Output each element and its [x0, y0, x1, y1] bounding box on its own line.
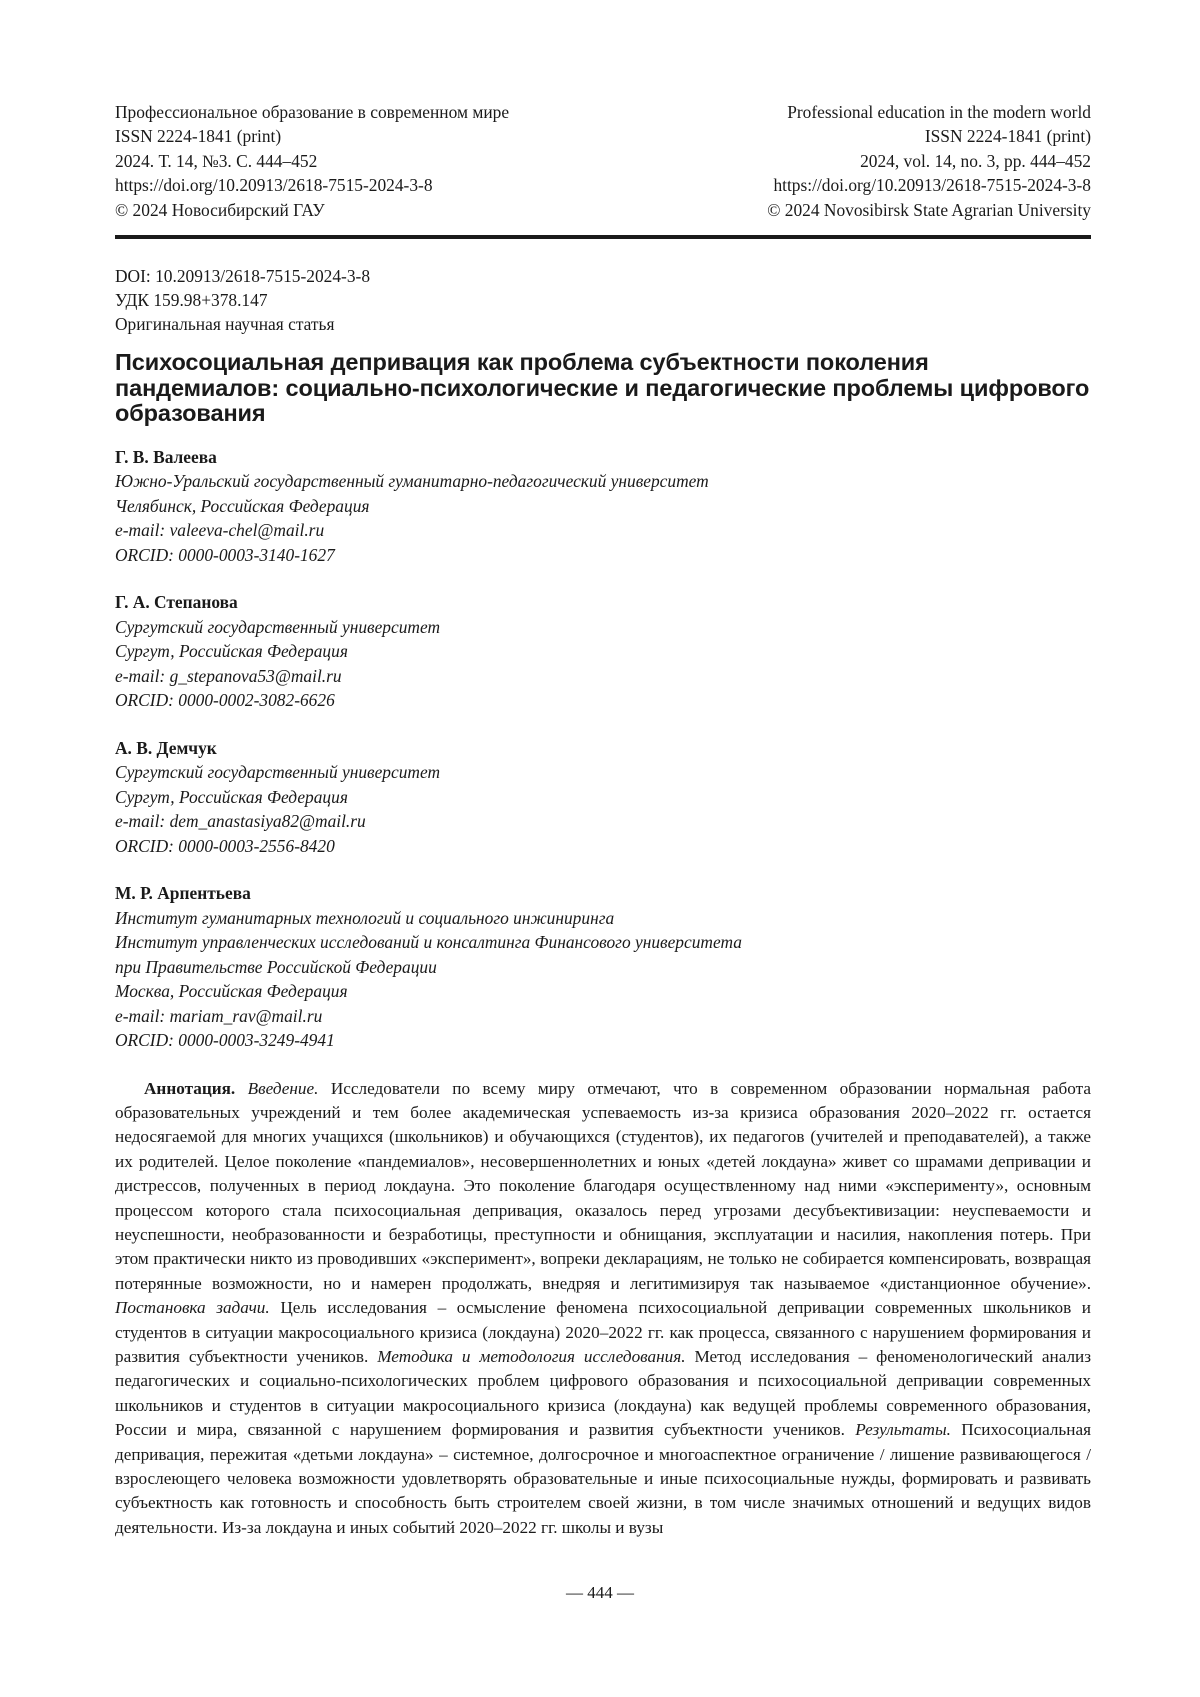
abstract-paragraph: [115, 1077, 1091, 1541]
author-location: Челябинск, Российская Федерация: [115, 494, 1091, 519]
author-name: А. В. Демчук: [115, 736, 1091, 761]
header-divider: [115, 235, 1091, 239]
method-label: Методика и методология исследования.: [377, 1347, 685, 1366]
header-right-en: [767, 100, 1091, 222]
author-block: [115, 445, 1091, 568]
author-location: Сургут, Российская Федерация: [115, 639, 1091, 664]
author-name: М. Р. Арпентьева: [115, 881, 1091, 906]
intro-text: Исследователи по всему миру отмечают, что в современном образовании нормальная работа образовательных учреждений и тем более академическая успеваемость из-за кризиса образования 2020–2022 гг. остается недосягаемой для многих учащихся (школьников) и обучающихся (студентов), их педагогов (учителей и преподавателей), а также их родителей. Целое поколение «пандемиалов», несовершеннолетних и юных «детей локдауна» живет со шрамами депривации и дистрессов, полученных в период локдауна. Это поколение благодаря осуществленному над ними «эксперименту», основным процессом которого стала психосоциальная депривация, оказалось перед угрозами десубъективизации: неуспеваемости и неуспешности, необразованности и безработицы, преступности и обнищания, эксплуатации и насилия, накопления потерь. При этом практически никто из проводивших «эксперимент», вопреки декларациям, не только не собирается компенсировать, возвращая потерянные возможности, но и намерен продолжать, внедряя и легитимизируя так называемое «дистанционное обучение».: [115, 1079, 1091, 1293]
author-email[interactable]: e-mail: mariam_rav@mail.ru: [115, 1004, 1091, 1029]
author-block: [115, 881, 1091, 1053]
header-left-ru: [115, 100, 509, 222]
author-location: Москва, Российская Федерация: [115, 979, 1091, 1004]
issn-en: ISSN 2224-1841 (print): [767, 124, 1091, 148]
article-title: Психосоциальная депривация как проблема субъектности поколения пандемиалов: социально-психологические и педагогические проблемы цифрового образования: [115, 350, 1091, 427]
author-affiliation-2: Институт управленческих исследований и консалтинга Финансового университета: [115, 930, 1091, 955]
article-type: Оригинальная научная статья: [115, 312, 1091, 336]
intro-label: Введение.: [248, 1079, 319, 1098]
article-meta: [115, 264, 1091, 336]
journal-header: [115, 100, 1091, 222]
author-affiliation: Сургутский государственный университет: [115, 615, 1091, 640]
issn-ru: ISSN 2224-1841 (print): [115, 124, 509, 148]
author-name: Г. А. Степанова: [115, 590, 1091, 615]
issue-ru: 2024. Т. 14, №3. С. 444–452: [115, 149, 509, 173]
author-affiliation: Сургутский государственный университет: [115, 760, 1091, 785]
udk: УДК 159.98+378.147: [115, 288, 1091, 312]
doi-link-en[interactable]: https://doi.org/10.20913/2618-7515-2024-3-8: [767, 173, 1091, 197]
doi: DOI: 10.20913/2618-7515-2024-3-8: [115, 264, 1091, 288]
author-orcid: ORCID: 0000-0003-3140-1627: [115, 543, 1091, 568]
results-label: Результаты.: [855, 1420, 951, 1439]
issue-en: 2024, vol. 14, no. 3, pp. 444–452: [767, 149, 1091, 173]
copyright-en: © 2024 Novosibirsk State Agrarian University: [767, 198, 1091, 222]
method-text: Метод исследования – феноменологический анализ педагогических и социально-психологических проблем цифрового образования и психосоциальной депривации современных школьников и студентов в ситуации макросоциального кризиса (локдауна) как ведущей проблемы современного образования, России и мира, связанной с нарушением формирования и развития субъектности учеников.: [115, 1347, 1091, 1439]
author-orcid: ORCID: 0000-0002-3082-6626: [115, 688, 1091, 713]
copyright-ru: © 2024 Новосибирский ГАУ: [115, 198, 509, 222]
author-email[interactable]: e-mail: dem_anastasiya82@mail.ru: [115, 809, 1091, 834]
author-affiliation: Южно-Уральский государственный гуманитарно-педагогический университет: [115, 469, 1091, 494]
article-page: [115, 100, 1091, 1540]
author-email[interactable]: e-mail: g_stepanova53@mail.ru: [115, 664, 1091, 689]
journal-title-ru: Профессиональное образование в современном мире: [115, 100, 509, 124]
page-number: — 444 —: [0, 1583, 1200, 1603]
author-name: Г. В. Валеева: [115, 445, 1091, 470]
author-orcid: ORCID: 0000-0003-3249-4941: [115, 1028, 1091, 1053]
journal-title-en: Professional education in the modern world: [767, 100, 1091, 124]
author-orcid: ORCID: 0000-0003-2556-8420: [115, 834, 1091, 859]
doi-link-ru[interactable]: https://doi.org/10.20913/2618-7515-2024-3-8: [115, 173, 509, 197]
author-location: Сургут, Российская Федерация: [115, 785, 1091, 810]
task-label: Постановка задачи.: [115, 1298, 270, 1317]
abstract-label: Аннотация.: [144, 1079, 235, 1098]
abstract: [115, 1077, 1091, 1541]
author-email[interactable]: e-mail: valeeva-chel@mail.ru: [115, 518, 1091, 543]
author-block: [115, 736, 1091, 859]
author-affiliation: Институт гуманитарных технологий и социального инжиниринга: [115, 906, 1091, 931]
author-affiliation-2-cont: при Правительстве Российской Федерации: [115, 955, 1091, 980]
authors-list: [115, 445, 1091, 1053]
author-block: [115, 590, 1091, 713]
results-text: Психосоциальная депривация, пережитая «детьми локдауна» – системное, долгосрочное и многоаспектное ограничение / лишение развивающегося / взрослеющего человека возможности удовлетворять образовательные и иные психосоциальные нужды, формировать и развивать субъектность как готовность и способность быть строителем своей жизни, в том числе значимых отношений и ведущих видов деятельности. Из-за локдауна и иных событий 2020–2022 гг. школы и вузы: [115, 1420, 1091, 1537]
task-text: Цель исследования – осмысление феномена психосоциальной депривации современных школьников и студентов в ситуации макросоциального кризиса (локдауна) 2020–2022 гг. как процесса, связанного с нарушением формирования и развития субъектности учеников.: [115, 1298, 1091, 1366]
